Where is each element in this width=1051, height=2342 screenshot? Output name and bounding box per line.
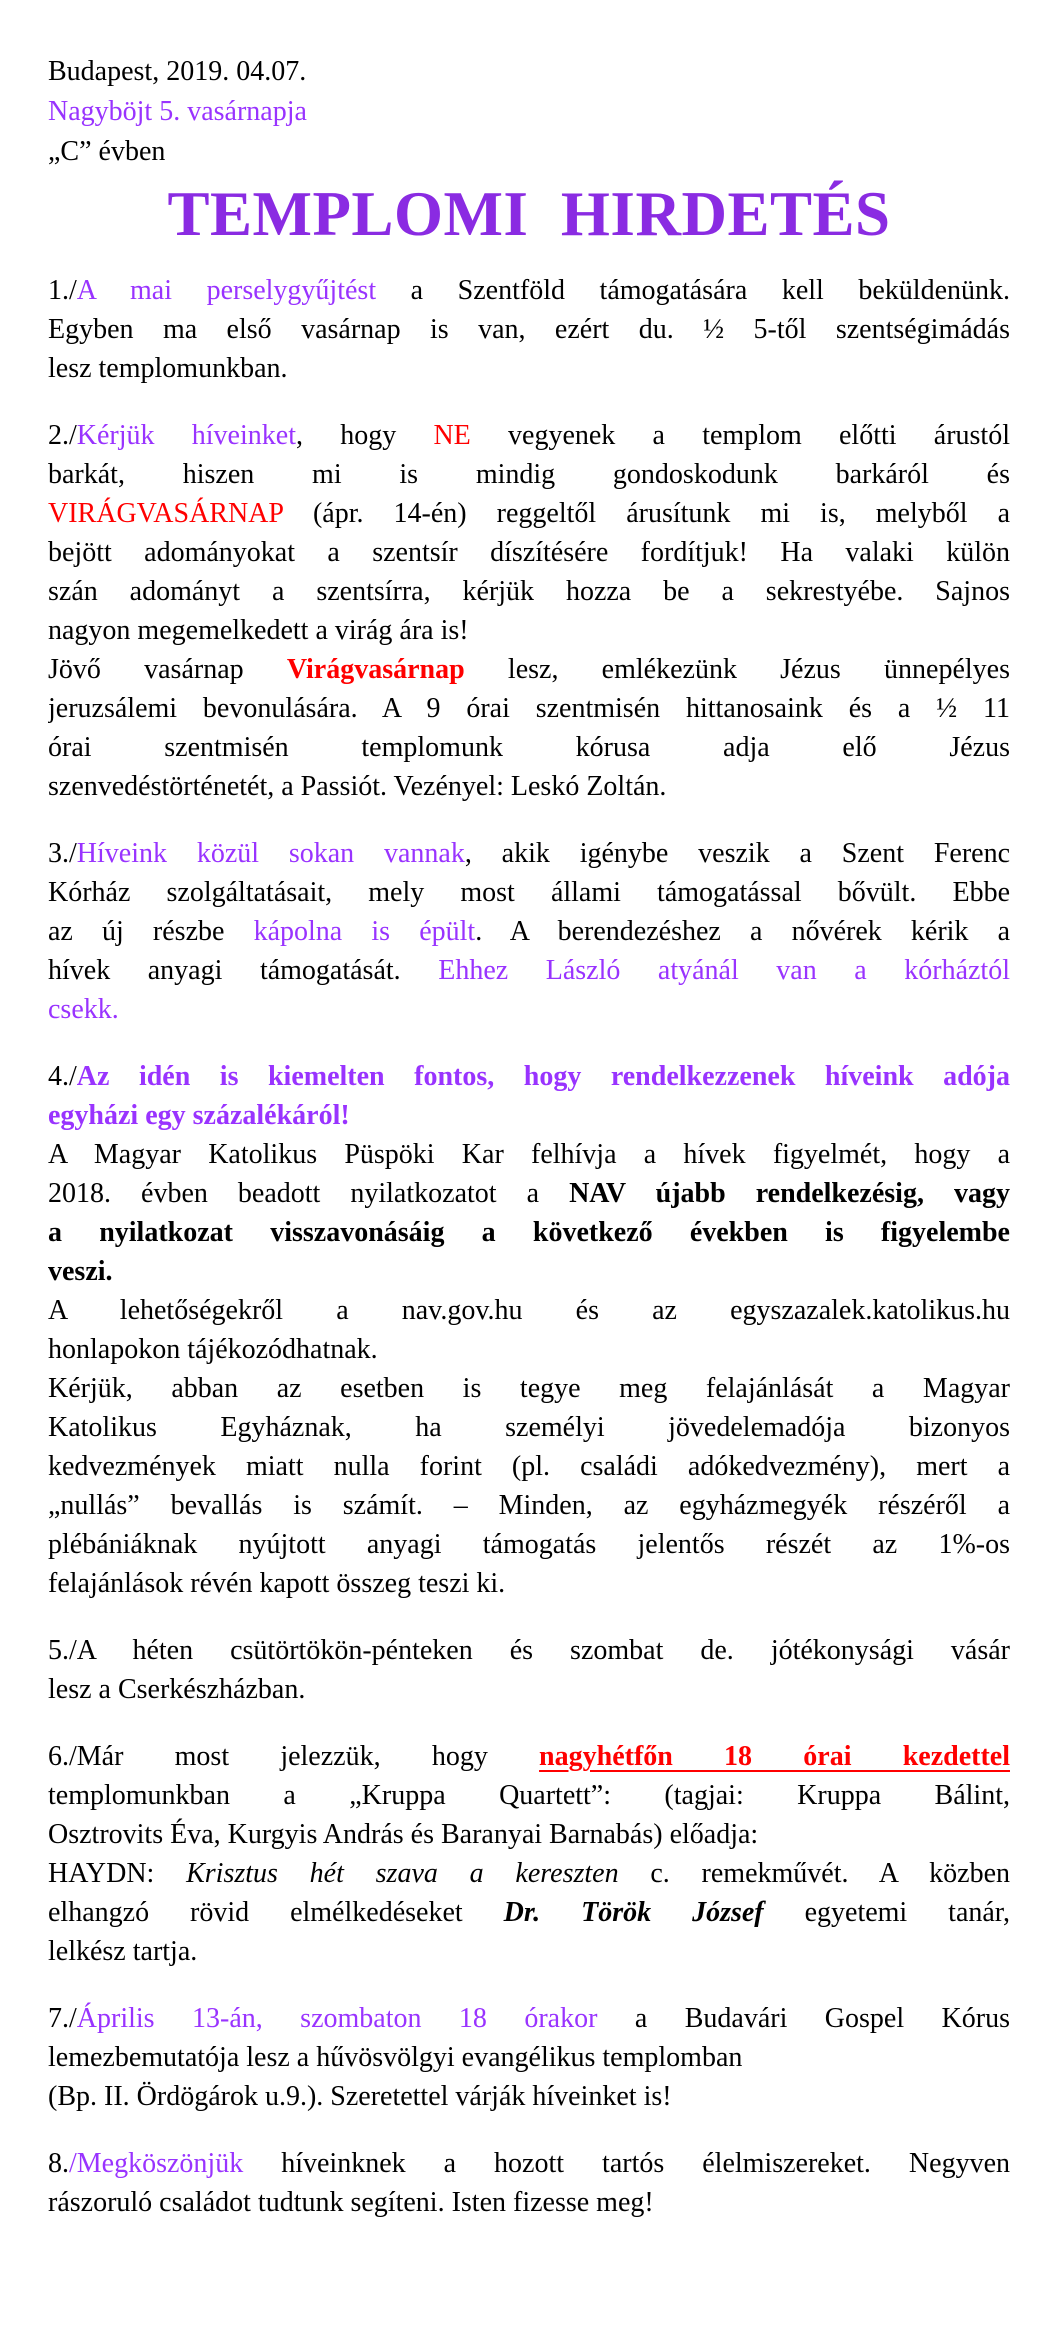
text-line [48, 1330, 1010, 1369]
text-segment: 1./ [48, 275, 77, 306]
paragraph [48, 1369, 1010, 1603]
text-segment: lesz, emlékezünk Jézus ünnepélyes [464, 654, 1010, 685]
text-segment: A mai perselygyűjtést [76, 275, 377, 306]
text-segment: plébániáknak nyújtott anyagi támogatás jelentős részét az 1%-os [48, 1529, 1010, 1560]
text-line [48, 1932, 1010, 1971]
liturgical-day-line: Nagyböjt 5. vasárnapja [48, 96, 307, 127]
text-line [48, 1447, 1010, 1486]
text-segment: Az idén is kiemelten fontos, hogy rendelkezzenek híveink adója [76, 1061, 1010, 1092]
paragraph [48, 834, 1010, 1029]
text-segment: lesz a Cserkészházban. [48, 1674, 306, 1705]
text-line [48, 455, 1010, 494]
text-segment: bejött adományokat a szentsír díszítésére fordítjuk! Ha valaki külön [48, 537, 1010, 568]
text-line [48, 912, 1010, 951]
date-line: Budapest, 2019. 04.07. [48, 56, 307, 87]
text-segment: felajánlások révén kapott összeg teszi ki. [48, 1568, 506, 1599]
text-line [48, 728, 1010, 767]
text-segment: Osztrovits Éva, Kurgyis András és Baranyai Barnabás) előadja: [48, 1819, 759, 1850]
text-line [48, 1854, 1010, 1893]
section-7 [48, 1999, 1010, 2116]
text-line [48, 1252, 1010, 1291]
text-segment: kedvezmények miatt nulla forint (pl. családi adókedvezmény), mert a [48, 1451, 1010, 1482]
text-segment: szenvedéstörténetét, a Passiót. Vezényel: Leskó Zoltán. [48, 771, 667, 802]
text-segment: egyetemi tanár, [763, 1897, 1010, 1928]
text-line [48, 1893, 1010, 1932]
text-segment: (ápr. 14-én) reggeltől árusítunk mi is, melyből a [282, 498, 1010, 529]
text-segment: órai szentmisén templomunk kórusa adja elő Jézus [48, 732, 1010, 763]
text-line [48, 1564, 1010, 1603]
text-line [48, 1057, 1010, 1096]
text-segment: Egyben ma első vasárnap is van, ezért du. ½ 5-től szentségimádás [48, 314, 1010, 345]
text-segment: csekk. [48, 994, 119, 1025]
paragraph [48, 1854, 1010, 1971]
text-line [48, 1213, 1010, 1252]
text-segment: Híveink közül sokan vannak [76, 838, 465, 869]
text-line [48, 1631, 1010, 1670]
text-line [48, 533, 1010, 572]
text-line [48, 2038, 1010, 2077]
text-line [48, 951, 1010, 990]
text-segment: 4./ [48, 1061, 77, 1092]
section-1 [48, 271, 1010, 388]
text-segment: lemezbemutatója lesz a hűvösvölgyi evangélikus templomban [48, 2042, 743, 2073]
text-segment: elhangzó rövid elmélkedéseket [48, 1897, 504, 1928]
text-segment: a Budavári Gospel Kórus [597, 2003, 1010, 2034]
text-line [48, 611, 1010, 650]
text-line [48, 349, 1010, 388]
text-line [48, 1135, 1010, 1174]
text-segment: Dr. Török József [503, 1897, 764, 1928]
section-4 [48, 1057, 1010, 1603]
text-line [48, 572, 1010, 611]
text-line [48, 689, 1010, 728]
text-line [48, 494, 1010, 533]
paragraph [48, 1135, 1010, 1291]
text-line [48, 271, 1010, 310]
text-segment: vegyenek a templom előtti árustól [470, 420, 1010, 451]
paragraph [48, 1631, 1010, 1709]
paragraph [48, 1999, 1010, 2077]
text-line [48, 873, 1010, 912]
text-segment: lesz templomunkban. [48, 353, 288, 384]
text-segment: rászoruló családot tudtunk segíteni. Isten fizesse meg! [48, 2187, 654, 2218]
text-segment: (Bp. II. Ördögárok u.9.). Szeretettel várják híveinket is! [48, 2081, 672, 2112]
paragraph [48, 1291, 1010, 1369]
text-line [48, 1670, 1010, 1709]
text-line [48, 1525, 1010, 1564]
text-line [48, 416, 1010, 455]
section-6 [48, 1737, 1010, 1971]
section-3 [48, 834, 1010, 1029]
text-line [48, 990, 1010, 1029]
page-title: TEMPLOMI HIRDETÉS [167, 179, 891, 249]
text-segment: , akik igénybe veszik a Szent Ferenc [464, 838, 1010, 869]
text-segment: „nullás” bevallás is számít. – Minden, az egyházmegyék részéről a [48, 1490, 1010, 1521]
text-segment: templomunkban a „Kruppa Quartett”: (tagjai: Kruppa Bálint, [48, 1780, 1010, 1811]
paragraph [48, 416, 1010, 650]
text-line [48, 310, 1010, 349]
text-segment: Április 13-án, szombaton 18 órakor [76, 2003, 598, 2034]
text-segment: a nyilatkozat visszavonásáig a következő években is figyelembe [48, 1217, 1010, 1248]
text-line [48, 1174, 1010, 1213]
text-line [48, 1408, 1010, 1447]
text-line [48, 2144, 1010, 2183]
text-segment: nagyhétfőn 18 órai kezdettel [539, 1741, 1010, 1772]
text-segment: A lehetőségekről a nav.gov.hu és az egyszazalek.katolikus.hu [48, 1295, 1010, 1326]
text-line [48, 1999, 1010, 2038]
text-segment: hívek anyagi támogatását. [48, 955, 439, 986]
text-line [48, 1096, 1010, 1135]
text-segment: NE [433, 420, 471, 451]
text-segment: A Magyar Katolikus Püspöki Kar felhívja a hívek figyelmét, hogy a [48, 1139, 1010, 1170]
text-segment: honlapokon tájékozódhatnak. [48, 1334, 378, 1365]
text-segment: HAYDN: [48, 1858, 187, 1889]
text-segment: 3./ [48, 838, 77, 869]
document-body [48, 271, 1010, 2222]
text-segment: kápolna is épült [253, 916, 476, 947]
text-segment: Kórház szolgáltatásait, mely most állami támogatással bővült. Ebbe [48, 877, 1010, 908]
text-line [48, 2183, 1010, 2222]
text-segment: szán adományt a szentsírra, kérjük hozza be a sekrestyébe. Sajnos [48, 576, 1010, 607]
text-segment: /Megköszönjük [69, 2148, 244, 2179]
paragraph [48, 1057, 1010, 1135]
text-segment: 7./ [48, 2003, 77, 2034]
text-line [48, 834, 1010, 873]
text-segment: barkát, hiszen mi is mindig gondoskodunk barkáról és [48, 459, 1010, 490]
text-segment: Kérjük, abban az esetben is tegye meg felajánlását a Magyar [48, 1373, 1010, 1404]
text-segment: 2./ [48, 420, 77, 451]
text-segment: az új részbe [48, 916, 254, 947]
paragraph [48, 1737, 1010, 1854]
text-segment: , hogy [295, 420, 434, 451]
text-line [48, 1486, 1010, 1525]
text-segment: Virágvasárnap [286, 654, 465, 685]
text-segment: Krisztus hét szava a kereszten [186, 1858, 619, 1889]
text-segment: VIRÁGVASÁRNAP [48, 498, 283, 529]
document-header [48, 52, 1010, 172]
text-segment: veszi. [48, 1256, 113, 1287]
text-segment: a Szentföld támogatására kell beküldenünk. [376, 275, 1010, 306]
text-line [48, 1815, 1010, 1854]
text-segment: Jövő vasárnap [48, 654, 287, 685]
text-line [48, 1776, 1010, 1815]
section-2 [48, 416, 1010, 806]
text-segment: 5./A héten csütörtökön-pénteken és szombat de. jótékonysági vásár [48, 1635, 1010, 1666]
text-line [48, 2077, 1010, 2116]
text-line [48, 1369, 1010, 1408]
text-segment: Kérjük híveinket [76, 420, 296, 451]
text-segment: egyházi egy százalékáról! [48, 1100, 350, 1131]
year-line: „C” évben [48, 136, 166, 167]
text-line [48, 650, 1010, 689]
text-segment: Ehhez László atyánál van a kórháztól [438, 955, 1010, 986]
text-line [48, 1291, 1010, 1330]
text-segment: jeruzsálemi bevonulására. A 9 órai szentmisén hittanosaink és a ½ 11 [48, 693, 1010, 724]
paragraph [48, 271, 1010, 388]
text-segment: 2018. évben beadott nyilatkozatot a [48, 1178, 570, 1209]
text-line [48, 767, 1010, 806]
paragraph [48, 2144, 1010, 2222]
text-segment: lelkész tartja. [48, 1936, 198, 1967]
section-5 [48, 1631, 1010, 1709]
text-segment: nagyon megemelkedett a virág ára is! [48, 615, 469, 646]
text-segment: híveinknek a hozott tartós élelmiszereket. Negyven [243, 2148, 1010, 2179]
section-8 [48, 2144, 1010, 2222]
text-segment: Katolikus Egyháznak, ha személyi jövedelemadója bizonyos [48, 1412, 1010, 1443]
text-segment: NAV újabb rendelkezésig, vagy [569, 1178, 1010, 1209]
paragraph [48, 650, 1010, 806]
text-line [48, 1737, 1010, 1776]
text-segment: c. remekművét. A közben [618, 1858, 1010, 1889]
text-segment: 8. [48, 2148, 69, 2179]
text-segment: 6./Már most jelezzük, hogy [48, 1741, 540, 1772]
paragraph [48, 2077, 1010, 2116]
text-segment: . A berendezéshez a nővérek kérik a [475, 916, 1010, 947]
